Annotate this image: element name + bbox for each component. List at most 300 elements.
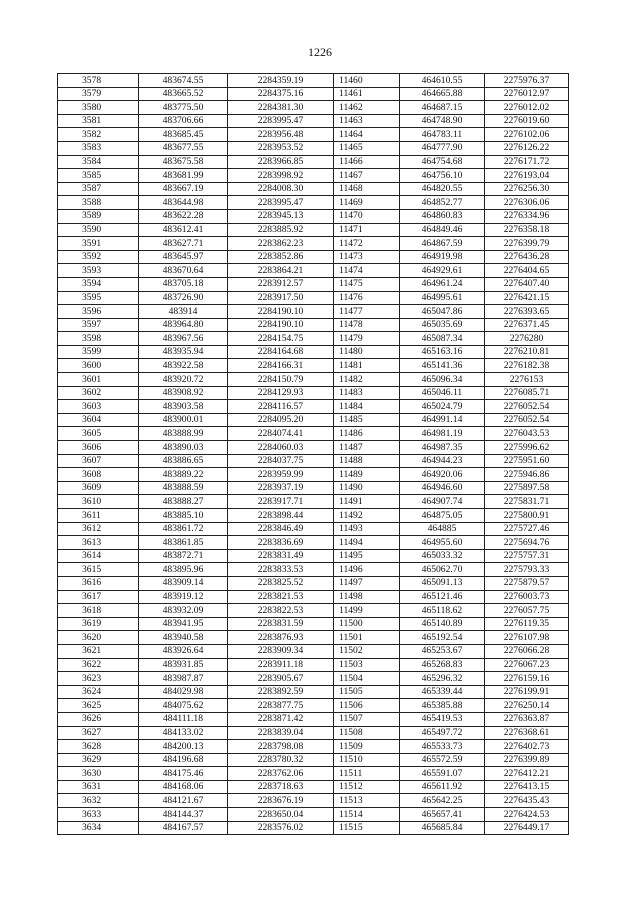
point-id-b-cell: 11472 xyxy=(334,237,400,251)
easting-b-cell: 465192.54 xyxy=(400,631,485,645)
northing-a-cell: 2283876.93 xyxy=(228,631,334,645)
point-id-a-cell: 3581 xyxy=(58,114,139,128)
easting-a-cell: 484111.18 xyxy=(139,712,228,726)
northing-a-cell: 2283909.34 xyxy=(228,644,334,658)
point-id-b-cell: 11514 xyxy=(334,808,400,822)
point-id-b-cell: 11484 xyxy=(334,400,400,414)
point-id-a-cell: 3609 xyxy=(58,481,139,495)
easting-a-cell: 483665.52 xyxy=(139,87,228,101)
easting-a-cell: 484167.57 xyxy=(139,821,228,835)
point-id-a-cell: 3628 xyxy=(58,740,139,754)
point-id-b-cell: 11512 xyxy=(334,780,400,794)
table-row xyxy=(58,481,569,495)
point-id-a-cell: 3597 xyxy=(58,318,139,332)
point-id-a-cell: 3619 xyxy=(58,617,139,631)
point-id-b-cell: 11473 xyxy=(334,250,400,264)
easting-b-cell: 465046.11 xyxy=(400,386,485,400)
table-row xyxy=(58,780,569,794)
table-row xyxy=(58,332,569,346)
table-row xyxy=(58,101,569,115)
northing-b-cell: 2276371.45 xyxy=(485,318,569,332)
northing-a-cell: 2284190.10 xyxy=(228,305,334,319)
easting-b-cell: 464885 xyxy=(400,522,485,536)
northing-b-cell: 2276334.96 xyxy=(485,209,569,223)
northing-b-cell: 2275793.33 xyxy=(485,563,569,577)
northing-a-cell: 2283798.08 xyxy=(228,740,334,754)
point-id-b-cell: 11491 xyxy=(334,495,400,509)
point-id-b-cell: 11461 xyxy=(334,87,400,101)
northing-b-cell: 2276436.28 xyxy=(485,250,569,264)
point-id-b-cell: 11463 xyxy=(334,114,400,128)
point-id-b-cell: 11480 xyxy=(334,345,400,359)
northing-a-cell: 2283833.53 xyxy=(228,563,334,577)
point-id-a-cell: 3614 xyxy=(58,549,139,563)
easting-a-cell: 483685.45 xyxy=(139,128,228,142)
easting-a-cell: 483861.85 xyxy=(139,536,228,550)
point-id-a-cell: 3582 xyxy=(58,128,139,142)
table-row xyxy=(58,223,569,237)
easting-b-cell: 465033.32 xyxy=(400,549,485,563)
easting-b-cell: 464852.77 xyxy=(400,196,485,210)
coordinates-table-body xyxy=(58,74,569,835)
northing-b-cell: 2276210.81 xyxy=(485,345,569,359)
northing-b-cell: 2276019.60 xyxy=(485,114,569,128)
easting-b-cell: 465296.32 xyxy=(400,672,485,686)
point-id-b-cell: 11498 xyxy=(334,590,400,604)
easting-b-cell: 464991.14 xyxy=(400,413,485,427)
easting-b-cell: 465339.44 xyxy=(400,685,485,699)
easting-b-cell: 464783.11 xyxy=(400,128,485,142)
table-row xyxy=(58,631,569,645)
point-id-a-cell: 3596 xyxy=(58,305,139,319)
easting-b-cell: 464748.90 xyxy=(400,114,485,128)
point-id-b-cell: 11492 xyxy=(334,509,400,523)
easting-b-cell: 465268.83 xyxy=(400,658,485,672)
table-row xyxy=(58,617,569,631)
easting-a-cell: 483886.65 xyxy=(139,454,228,468)
northing-b-cell: 2276067.23 xyxy=(485,658,569,672)
point-id-a-cell: 3591 xyxy=(58,237,139,251)
table-row xyxy=(58,128,569,142)
point-id-a-cell: 3625 xyxy=(58,699,139,713)
point-id-b-cell: 11466 xyxy=(334,155,400,169)
table-row xyxy=(58,808,569,822)
point-id-b-cell: 11490 xyxy=(334,481,400,495)
point-id-a-cell: 3632 xyxy=(58,794,139,808)
point-id-a-cell: 3579 xyxy=(58,87,139,101)
easting-b-cell: 465163.16 xyxy=(400,345,485,359)
point-id-b-cell: 11510 xyxy=(334,753,400,767)
point-id-a-cell: 3599 xyxy=(58,345,139,359)
northing-b-cell: 2276066.28 xyxy=(485,644,569,658)
northing-b-cell: 2275946.86 xyxy=(485,468,569,482)
table-row xyxy=(58,468,569,482)
easting-b-cell: 465121.46 xyxy=(400,590,485,604)
northing-b-cell: 2276404.65 xyxy=(485,264,569,278)
easting-a-cell: 483909.14 xyxy=(139,576,228,590)
table-row xyxy=(58,454,569,468)
northing-a-cell: 2283846.49 xyxy=(228,522,334,536)
point-id-a-cell: 3595 xyxy=(58,291,139,305)
northing-a-cell: 2283905.67 xyxy=(228,672,334,686)
point-id-a-cell: 3601 xyxy=(58,373,139,387)
table-row xyxy=(58,250,569,264)
northing-a-cell: 2283911.18 xyxy=(228,658,334,672)
table-row xyxy=(58,386,569,400)
table-row xyxy=(58,74,569,88)
northing-b-cell: 2276199.91 xyxy=(485,685,569,699)
northing-a-cell: 2283822.53 xyxy=(228,604,334,618)
point-id-b-cell: 11509 xyxy=(334,740,400,754)
easting-a-cell: 483674.55 xyxy=(139,74,228,88)
northing-a-cell: 2283959.99 xyxy=(228,468,334,482)
northing-a-cell: 2283877.75 xyxy=(228,699,334,713)
easting-a-cell: 484200.13 xyxy=(139,740,228,754)
easting-b-cell: 464875.05 xyxy=(400,509,485,523)
northing-b-cell: 2276159.16 xyxy=(485,672,569,686)
table-row xyxy=(58,291,569,305)
northing-b-cell: 2276102.06 xyxy=(485,128,569,142)
northing-b-cell: 2276256.30 xyxy=(485,182,569,196)
table-row xyxy=(58,182,569,196)
table-row xyxy=(58,209,569,223)
northing-a-cell: 2283995.47 xyxy=(228,196,334,210)
table-row xyxy=(58,87,569,101)
easting-a-cell: 483667.19 xyxy=(139,182,228,196)
point-id-a-cell: 3594 xyxy=(58,277,139,291)
easting-a-cell: 483644.98 xyxy=(139,196,228,210)
table-row xyxy=(58,753,569,767)
northing-a-cell: 2283871.42 xyxy=(228,712,334,726)
easting-b-cell: 464929.61 xyxy=(400,264,485,278)
easting-b-cell: 465533.73 xyxy=(400,740,485,754)
easting-b-cell: 465385.88 xyxy=(400,699,485,713)
northing-a-cell: 2284095.20 xyxy=(228,413,334,427)
point-id-b-cell: 11464 xyxy=(334,128,400,142)
northing-a-cell: 2283831.49 xyxy=(228,549,334,563)
point-id-b-cell: 11465 xyxy=(334,141,400,155)
easting-a-cell: 483900.01 xyxy=(139,413,228,427)
northing-b-cell: 2276052.54 xyxy=(485,400,569,414)
northing-b-cell: 2276358.18 xyxy=(485,223,569,237)
table-row xyxy=(58,685,569,699)
easting-a-cell: 483922.58 xyxy=(139,359,228,373)
northing-a-cell: 2283762.06 xyxy=(228,767,334,781)
easting-b-cell: 464756.10 xyxy=(400,169,485,183)
point-id-a-cell: 3603 xyxy=(58,400,139,414)
point-id-a-cell: 3613 xyxy=(58,536,139,550)
easting-a-cell: 483895.96 xyxy=(139,563,228,577)
table-row xyxy=(58,672,569,686)
easting-b-cell: 464920.06 xyxy=(400,468,485,482)
northing-a-cell: 2283864.21 xyxy=(228,264,334,278)
easting-b-cell: 464955.60 xyxy=(400,536,485,550)
point-id-b-cell: 11474 xyxy=(334,264,400,278)
northing-a-cell: 2283839.04 xyxy=(228,726,334,740)
northing-b-cell: 2276107.98 xyxy=(485,631,569,645)
point-id-a-cell: 3588 xyxy=(58,196,139,210)
table-row xyxy=(58,441,569,455)
table-row xyxy=(58,536,569,550)
point-id-a-cell: 3631 xyxy=(58,780,139,794)
easting-a-cell: 483967.56 xyxy=(139,332,228,346)
easting-a-cell: 483888.99 xyxy=(139,427,228,441)
northing-b-cell: 2276402.73 xyxy=(485,740,569,754)
easting-b-cell: 464946.60 xyxy=(400,481,485,495)
table-row xyxy=(58,767,569,781)
point-id-a-cell: 3615 xyxy=(58,563,139,577)
table-row xyxy=(58,740,569,754)
easting-a-cell: 483920.72 xyxy=(139,373,228,387)
point-id-b-cell: 11501 xyxy=(334,631,400,645)
northing-a-cell: 2283676.19 xyxy=(228,794,334,808)
northing-b-cell: 2276171.72 xyxy=(485,155,569,169)
northing-a-cell: 2283821.53 xyxy=(228,590,334,604)
point-id-a-cell: 3590 xyxy=(58,223,139,237)
easting-b-cell: 464944.23 xyxy=(400,454,485,468)
northing-a-cell: 2283953.52 xyxy=(228,141,334,155)
point-id-b-cell: 11493 xyxy=(334,522,400,536)
northing-b-cell: 2276153 xyxy=(485,373,569,387)
northing-a-cell: 2283576.02 xyxy=(228,821,334,835)
northing-a-cell: 2283825.52 xyxy=(228,576,334,590)
easting-b-cell: 464987.35 xyxy=(400,441,485,455)
point-id-a-cell: 3622 xyxy=(58,658,139,672)
point-id-a-cell: 3606 xyxy=(58,441,139,455)
northing-b-cell: 2276363.87 xyxy=(485,712,569,726)
table-row xyxy=(58,318,569,332)
point-id-b-cell: 11460 xyxy=(334,74,400,88)
point-id-b-cell: 11482 xyxy=(334,373,400,387)
point-id-b-cell: 11487 xyxy=(334,441,400,455)
easting-b-cell: 464981.19 xyxy=(400,427,485,441)
table-row xyxy=(58,155,569,169)
table-row xyxy=(58,644,569,658)
point-id-a-cell: 3587 xyxy=(58,182,139,196)
easting-b-cell: 464665.88 xyxy=(400,87,485,101)
table-row xyxy=(58,345,569,359)
point-id-b-cell: 11507 xyxy=(334,712,400,726)
northing-b-cell: 2276043.53 xyxy=(485,427,569,441)
table-row xyxy=(58,277,569,291)
northing-b-cell: 2276012.97 xyxy=(485,87,569,101)
northing-b-cell: 2276193.04 xyxy=(485,169,569,183)
point-id-b-cell: 11506 xyxy=(334,699,400,713)
easting-a-cell: 483941.95 xyxy=(139,617,228,631)
easting-b-cell: 465657.41 xyxy=(400,808,485,822)
easting-a-cell: 483677.55 xyxy=(139,141,228,155)
easting-a-cell: 483612.41 xyxy=(139,223,228,237)
point-id-b-cell: 11503 xyxy=(334,658,400,672)
easting-a-cell: 483890.03 xyxy=(139,441,228,455)
point-id-a-cell: 3618 xyxy=(58,604,139,618)
point-id-b-cell: 11485 xyxy=(334,413,400,427)
easting-b-cell: 465118.62 xyxy=(400,604,485,618)
point-id-b-cell: 11489 xyxy=(334,468,400,482)
point-id-b-cell: 11511 xyxy=(334,767,400,781)
northing-a-cell: 2284164.68 xyxy=(228,345,334,359)
easting-a-cell: 483889.22 xyxy=(139,468,228,482)
easting-b-cell: 465091.13 xyxy=(400,576,485,590)
table-row xyxy=(58,400,569,414)
point-id-b-cell: 11486 xyxy=(334,427,400,441)
northing-b-cell: 2276449.17 xyxy=(485,821,569,835)
point-id-a-cell: 3605 xyxy=(58,427,139,441)
point-id-b-cell: 11481 xyxy=(334,359,400,373)
easting-a-cell: 483931.85 xyxy=(139,658,228,672)
table-row xyxy=(58,549,569,563)
easting-b-cell: 465096.34 xyxy=(400,373,485,387)
northing-b-cell: 2276250.14 xyxy=(485,699,569,713)
easting-a-cell: 483645.97 xyxy=(139,250,228,264)
table-row xyxy=(58,196,569,210)
point-id-b-cell: 11496 xyxy=(334,563,400,577)
easting-b-cell: 465572.59 xyxy=(400,753,485,767)
northing-b-cell: 2275831.71 xyxy=(485,495,569,509)
point-id-a-cell: 3630 xyxy=(58,767,139,781)
northing-a-cell: 2283780.32 xyxy=(228,753,334,767)
northing-b-cell: 2276435.43 xyxy=(485,794,569,808)
easting-b-cell: 465497.72 xyxy=(400,726,485,740)
table-row xyxy=(58,821,569,835)
point-id-a-cell: 3617 xyxy=(58,590,139,604)
table-row xyxy=(58,264,569,278)
northing-a-cell: 2283885.92 xyxy=(228,223,334,237)
easting-a-cell: 483914 xyxy=(139,305,228,319)
point-id-b-cell: 11502 xyxy=(334,644,400,658)
point-id-b-cell: 11504 xyxy=(334,672,400,686)
point-id-b-cell: 11475 xyxy=(334,277,400,291)
point-id-b-cell: 11468 xyxy=(334,182,400,196)
northing-b-cell: 2276280 xyxy=(485,332,569,346)
point-id-b-cell: 11513 xyxy=(334,794,400,808)
easting-a-cell: 483706.66 xyxy=(139,114,228,128)
point-id-a-cell: 3610 xyxy=(58,495,139,509)
table-row xyxy=(58,427,569,441)
easting-a-cell: 483987.87 xyxy=(139,672,228,686)
easting-a-cell: 483872.71 xyxy=(139,549,228,563)
northing-b-cell: 2276393.65 xyxy=(485,305,569,319)
easting-a-cell: 484196.68 xyxy=(139,753,228,767)
northing-a-cell: 2283898.44 xyxy=(228,509,334,523)
northing-b-cell: 2275757.31 xyxy=(485,549,569,563)
easting-a-cell: 483861.72 xyxy=(139,522,228,536)
easting-b-cell: 465611.92 xyxy=(400,780,485,794)
point-id-a-cell: 3598 xyxy=(58,332,139,346)
northing-a-cell: 2283650.04 xyxy=(228,808,334,822)
northing-a-cell: 2283831.59 xyxy=(228,617,334,631)
table-row xyxy=(58,413,569,427)
northing-b-cell: 2275694.76 xyxy=(485,536,569,550)
easting-a-cell: 483888.27 xyxy=(139,495,228,509)
northing-a-cell: 2283995.47 xyxy=(228,114,334,128)
northing-b-cell: 2275727.46 xyxy=(485,522,569,536)
point-id-a-cell: 3616 xyxy=(58,576,139,590)
easting-a-cell: 483919.12 xyxy=(139,590,228,604)
easting-a-cell: 483903.58 xyxy=(139,400,228,414)
easting-b-cell: 465419.53 xyxy=(400,712,485,726)
easting-b-cell: 465062.70 xyxy=(400,563,485,577)
table-row xyxy=(58,305,569,319)
northing-a-cell: 2284129.93 xyxy=(228,386,334,400)
northing-a-cell: 2283836.69 xyxy=(228,536,334,550)
point-id-a-cell: 3626 xyxy=(58,712,139,726)
easting-a-cell: 484029.98 xyxy=(139,685,228,699)
point-id-a-cell: 3578 xyxy=(58,74,139,88)
northing-a-cell: 2283945.13 xyxy=(228,209,334,223)
northing-a-cell: 2283937.19 xyxy=(228,481,334,495)
easting-a-cell: 483726.90 xyxy=(139,291,228,305)
point-id-b-cell: 11462 xyxy=(334,101,400,115)
easting-a-cell: 483885.10 xyxy=(139,509,228,523)
northing-b-cell: 2276182.38 xyxy=(485,359,569,373)
point-id-a-cell: 3585 xyxy=(58,169,139,183)
point-id-b-cell: 11508 xyxy=(334,726,400,740)
easting-a-cell: 483908.92 xyxy=(139,386,228,400)
northing-a-cell: 2283862.23 xyxy=(228,237,334,251)
point-id-b-cell: 11476 xyxy=(334,291,400,305)
point-id-b-cell: 11497 xyxy=(334,576,400,590)
table-row xyxy=(58,509,569,523)
easting-a-cell: 484121.67 xyxy=(139,794,228,808)
point-id-a-cell: 3602 xyxy=(58,386,139,400)
table-row xyxy=(58,658,569,672)
point-id-a-cell: 3629 xyxy=(58,753,139,767)
northing-a-cell: 2284060.03 xyxy=(228,441,334,455)
easting-b-cell: 464867.59 xyxy=(400,237,485,251)
easting-b-cell: 464610.55 xyxy=(400,74,485,88)
easting-b-cell: 464849.46 xyxy=(400,223,485,237)
easting-a-cell: 483926.64 xyxy=(139,644,228,658)
northing-b-cell: 2276057.75 xyxy=(485,604,569,618)
northing-a-cell: 2284359.19 xyxy=(228,74,334,88)
easting-b-cell: 465141.36 xyxy=(400,359,485,373)
northing-a-cell: 2283912.57 xyxy=(228,277,334,291)
northing-b-cell: 2276412.21 xyxy=(485,767,569,781)
northing-b-cell: 2276421.15 xyxy=(485,291,569,305)
northing-b-cell: 2275897.58 xyxy=(485,481,569,495)
northing-b-cell: 2275976.37 xyxy=(485,74,569,88)
easting-a-cell: 483888.59 xyxy=(139,481,228,495)
table-row xyxy=(58,563,569,577)
northing-a-cell: 2284166.31 xyxy=(228,359,334,373)
northing-b-cell: 2276306.06 xyxy=(485,196,569,210)
northing-a-cell: 2283892.59 xyxy=(228,685,334,699)
northing-b-cell: 2275996.62 xyxy=(485,441,569,455)
northing-b-cell: 2276119.35 xyxy=(485,617,569,631)
point-id-b-cell: 11483 xyxy=(334,386,400,400)
northing-b-cell: 2275800.91 xyxy=(485,509,569,523)
point-id-a-cell: 3623 xyxy=(58,672,139,686)
point-id-a-cell: 3608 xyxy=(58,468,139,482)
page-number: 1226 xyxy=(308,45,332,59)
northing-a-cell: 2284116.57 xyxy=(228,400,334,414)
table-row xyxy=(58,495,569,509)
easting-b-cell: 465642.25 xyxy=(400,794,485,808)
northing-a-cell: 2284375.16 xyxy=(228,87,334,101)
easting-b-cell: 465591.07 xyxy=(400,767,485,781)
northing-a-cell: 2284381.30 xyxy=(228,101,334,115)
point-id-a-cell: 3604 xyxy=(58,413,139,427)
northing-b-cell: 2276003.73 xyxy=(485,590,569,604)
northing-b-cell: 2276368.61 xyxy=(485,726,569,740)
easting-a-cell: 483705.18 xyxy=(139,277,228,291)
table-row xyxy=(58,794,569,808)
easting-b-cell: 464777.90 xyxy=(400,141,485,155)
northing-b-cell: 2276052.54 xyxy=(485,413,569,427)
table-row xyxy=(58,359,569,373)
point-id-b-cell: 11495 xyxy=(334,549,400,563)
